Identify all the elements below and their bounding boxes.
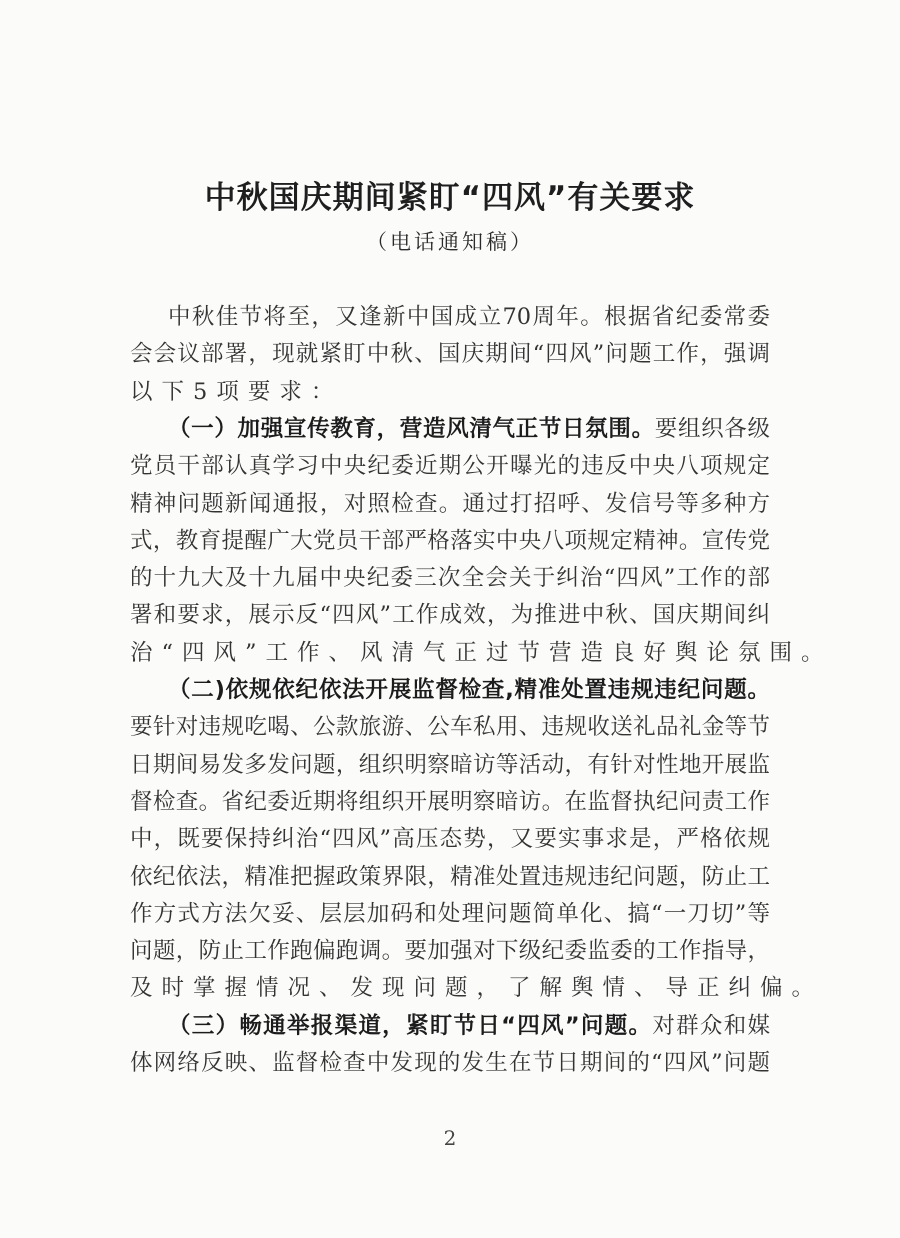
line-text: 及时掌握情况、发现问题，了解舆情、导正纠偏。 — [130, 975, 824, 1002]
line-text: 治“四风”工作、风清气正过节营造良好舆论氛围。 — [130, 639, 833, 666]
text-line — [130, 563, 770, 593]
text-line — [130, 824, 770, 854]
line-text: 中秋佳节将至，又逢新中国成立70周年。根据省纪委常委 — [168, 304, 770, 330]
line-text: 要组织各级 — [654, 415, 770, 442]
text-line — [130, 750, 770, 780]
text-line — [168, 675, 770, 705]
line-text: 署和要求，展示反“四风”工作成效，为推进中秋、国庆期间纠 — [130, 602, 770, 629]
page-number: 2 — [443, 1126, 457, 1150]
text-line — [130, 1048, 770, 1078]
section-heading: （三）畅通举报渠道，紧盯节日“四风”问题。 — [168, 1012, 653, 1039]
document-title: 中秋国庆期间紧盯“四风”有关要求 — [204, 180, 696, 216]
text-line — [130, 638, 833, 668]
text-line — [130, 973, 824, 1003]
line-text: 体网络反映、监督检查中发现的发生在节日期间的“四风”问题 — [130, 1050, 770, 1076]
section-heading: （二)依规依纪依法开展监督检查,精准处置违规违纪问题。 — [168, 677, 770, 703]
line-text: 精神问题新闻通报，对照检查。通过打招呼、发信号等多种方 — [130, 490, 770, 517]
line-text: 督检查。省纪委近期将组织开展明察暗访。在监督执纪问责工作 — [130, 788, 770, 815]
text-line — [130, 377, 770, 407]
text-line — [130, 451, 770, 481]
line-text: 依纪依法，精准把握政策界限，精准处置违规违纪问题，防止工 — [130, 863, 770, 890]
text-line — [168, 1011, 770, 1041]
line-text: 以下5项要求： — [130, 378, 343, 405]
line-text: 式，教育提醒广大党员干部严格落实中央八项规定精神。宣传党 — [130, 527, 770, 554]
line-text: 中，既要保持纠治“四风”高压态势，又要实事求是，严格依规 — [130, 826, 770, 853]
text-line — [130, 526, 770, 556]
line-text: 要针对违规吃喝、公款旅游、公车私用、违规收送礼品礼金等节 — [130, 714, 770, 741]
line-text: 的十九大及十九届中央纪委三次全会关于纠治“四风”工作的部 — [130, 565, 770, 592]
text-line — [130, 600, 770, 630]
text-line — [130, 489, 770, 519]
line-text: 作方式方法欠妥、层层加码和处理问题简单化、搞“一刀切”等 — [130, 900, 770, 927]
text-line — [168, 414, 770, 444]
text-line — [130, 862, 770, 892]
section-heading: （一）加强宣传教育，营造风清气正节日氛围。 — [168, 415, 655, 442]
line-text: 会会议部署，现就紧盯中秋、国庆期间“四风”问题工作，强调 — [130, 341, 770, 368]
document-subtitle: （电话通知稿） — [366, 230, 534, 254]
text-line — [130, 712, 770, 742]
line-text: 问题，防止工作跑偏跑调。要加强对下级纪委监委的工作指导， — [130, 938, 770, 965]
line-text: 对群众和媒 — [652, 1012, 770, 1039]
text-line — [130, 339, 770, 369]
text-line — [130, 936, 770, 966]
text-line — [168, 302, 770, 332]
line-text: 日期间易发多发问题，组织明察暗访等活动，有针对性地开展监 — [130, 751, 770, 778]
line-text: 党员干部认真学习中央纪委近期公开曝光的违反中央八项规定 — [130, 453, 770, 480]
text-line — [130, 899, 770, 929]
text-line — [130, 787, 770, 817]
